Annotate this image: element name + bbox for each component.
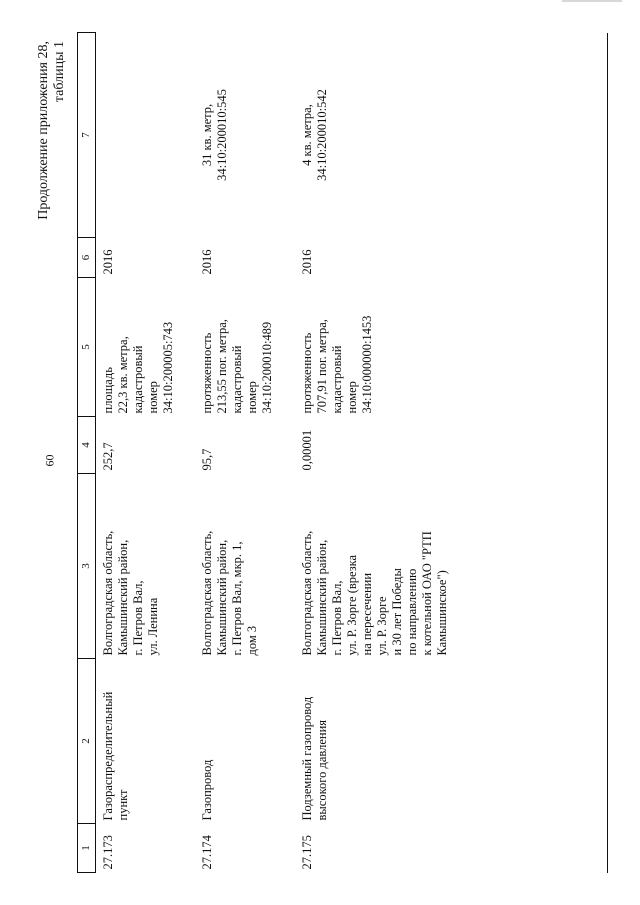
row-number: 27.173 bbox=[101, 834, 115, 869]
table-row bbox=[295, 32, 472, 872]
header-row bbox=[78, 32, 96, 872]
object-year: 2016 bbox=[200, 249, 214, 274]
object-name: Газораспределительный пункт bbox=[101, 691, 130, 820]
table-row bbox=[96, 32, 196, 872]
object-year: 2016 bbox=[300, 249, 314, 274]
header-col-4: 4 bbox=[78, 416, 96, 473]
page-number: 60 bbox=[42, 454, 57, 467]
object-notes bbox=[96, 32, 196, 237]
rotated-content bbox=[30, 33, 610, 873]
object-address: Волгоградская область, Камышинский район, г. Петров Вал, ул. Р. Зорге (врезка на пересечении ул. Р. Зорге и 30 лет Победы по направлению к котельной ОАО "РТП Камышинское") bbox=[300, 530, 449, 655]
table-caption bbox=[36, 41, 68, 873]
object-value: 0,00001 bbox=[300, 429, 314, 470]
caption-line-1: Продолжение приложения 28, bbox=[36, 40, 51, 220]
object-value: 95,7 bbox=[200, 448, 214, 470]
object-address: Волгоградская область, Камышинский район, г. Петров Вал, ул. Ленина bbox=[101, 530, 160, 655]
top-edge-mark bbox=[562, 0, 622, 2]
object-description: протяженность 707,91 пог. метра, кадастровый номер 34:10:000000:1453 bbox=[300, 315, 374, 413]
header-col-6: 6 bbox=[78, 237, 96, 277]
header-col-2: 2 bbox=[78, 658, 96, 823]
object-notes: 4 кв. метра, 34:10:200010:542 bbox=[300, 88, 329, 181]
object-address: Волгоградская область, Камышинский район, г. Петров Вал, мкр. 1, дом 3 bbox=[200, 530, 259, 655]
table-row bbox=[195, 32, 295, 872]
table-bottom-rule bbox=[607, 33, 608, 873]
header-col-7: 7 bbox=[78, 32, 96, 237]
object-description: протяженность 213,55 пог. метра, кадастровый номер 34:10:200010:489 bbox=[200, 318, 274, 413]
object-notes: 31 кв. метр, 34:10:200010:545 bbox=[200, 88, 229, 181]
caption-line-2: таблицы 1 bbox=[52, 40, 67, 102]
object-description: площадь 22,3 кв. метра, кадастровый номер 34:10:200005:743 bbox=[101, 321, 175, 413]
row-number: 27.175 bbox=[300, 834, 314, 869]
row-number: 27.174 bbox=[200, 834, 214, 869]
header-col-3: 3 bbox=[78, 473, 96, 658]
data-table bbox=[77, 32, 472, 873]
object-name: Подземный газопровод высокого давления bbox=[300, 696, 329, 820]
header-col-1: 1 bbox=[78, 823, 96, 872]
object-name: Газопровод bbox=[200, 759, 214, 820]
object-value: 252,7 bbox=[101, 441, 115, 470]
header-col-5: 5 bbox=[78, 277, 96, 416]
object-year: 2016 bbox=[101, 249, 115, 274]
